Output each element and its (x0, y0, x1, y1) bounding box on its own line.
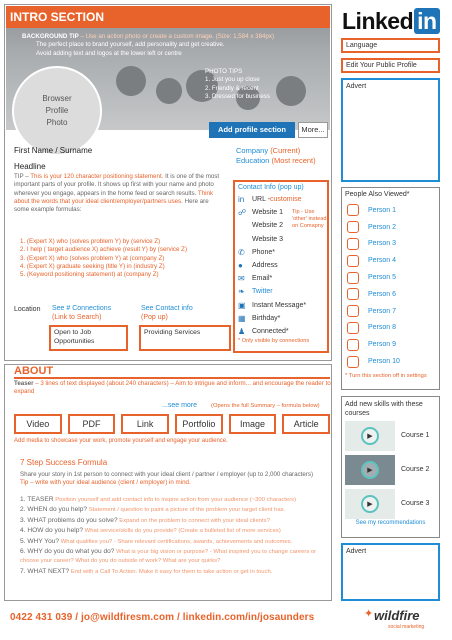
email-label: Email* (252, 275, 273, 283)
media-pdf-button[interactable]: PDF (68, 414, 116, 434)
profile-photo[interactable] (12, 66, 102, 156)
connections-link[interactable] (52, 304, 111, 322)
photo-tips-title: PHOTO TIPS (205, 68, 243, 75)
person-avatar (347, 339, 359, 351)
step-item (20, 538, 332, 547)
step-question: 6. WHY do you do what you do? (20, 548, 115, 556)
wildfire-logo: wildfire (374, 608, 420, 623)
background-tip (22, 33, 312, 58)
url-label: URL - (252, 196, 271, 204)
intro-title: INTRO SECTION (6, 6, 330, 28)
location-label: Location (14, 306, 41, 313)
skills-courses (341, 396, 440, 538)
media-image-button[interactable]: Image (229, 414, 277, 434)
see-recommendations-link[interactable]: See my recommendations (355, 520, 426, 527)
step-answer: Statement / question to paint a picture of the problem your target client has. (87, 507, 286, 514)
formula-item: 5. (Keyword positioning statement) at (company Z) (20, 271, 159, 279)
photo-label: Photo (46, 118, 68, 127)
step-item (20, 548, 332, 566)
im-label: Instant Message* (252, 301, 307, 309)
person-avatar (347, 356, 359, 368)
step-answer: Position yourself and add contact info to inspire action from your audience (~300 characters) (53, 497, 297, 503)
linkedin-icon: in (238, 195, 245, 205)
person-avatar (347, 204, 359, 216)
contact-title[interactable]: Contact Info (pop up) (238, 184, 304, 191)
person-name: Person 3 (368, 240, 397, 248)
media-article-button[interactable]: Article (282, 414, 330, 434)
url-value: customise (270, 196, 302, 204)
step-question: 1. TEASER (20, 496, 54, 503)
step-item (20, 568, 332, 577)
company-value: (Current) (270, 146, 301, 155)
person-name: Person 1 (368, 206, 397, 214)
step-answer: Expand on the problem to connect with your ideal clients? (117, 517, 270, 524)
headline-label: Headline (14, 162, 46, 171)
step-answer: What qualifies you? - Share relevant certifications, awards, achievements and outcomes. (59, 538, 293, 545)
logo-in: in (414, 8, 439, 34)
about-title: ABOUT (14, 365, 54, 377)
step-answer: What service/skills do you provide? (Create a bulleted list of more services) (83, 528, 281, 535)
photo-tips (205, 68, 305, 101)
person-name: Person 9 (368, 341, 397, 349)
education-label[interactable]: Education (236, 156, 272, 166)
website-3: Website 3 (252, 235, 283, 243)
advert-box[interactable]: Advert (341, 78, 440, 182)
profile-name: First Name / Surname (14, 146, 93, 155)
person-name: Person 8 (368, 324, 397, 332)
crowd-shape (156, 78, 182, 104)
location-pin-icon: ● (238, 261, 243, 271)
course-name: Course 1 (401, 432, 430, 440)
chat-icon: ▣ (238, 300, 246, 310)
phone-label: Phone* (252, 248, 275, 256)
play-icon: ▶ (361, 461, 379, 479)
company-label[interactable]: Company (236, 146, 271, 155)
pav-item[interactable] (345, 303, 436, 320)
twitter-label: Twitter (252, 288, 273, 296)
tip-gray-2: Here are some example formulas: (14, 198, 209, 214)
tip-orange-1: This is your 120 character positioning statement. (30, 173, 164, 180)
media-portfolio-button[interactable]: Portfolio (175, 414, 223, 434)
contact-url[interactable] (238, 193, 324, 206)
seven-step-description (20, 471, 326, 488)
formula-list (20, 238, 230, 280)
media-row (14, 414, 330, 434)
person-avatar (347, 322, 359, 334)
tip-orange-2: Think about the words that your ideal client/employer/partners uses. (14, 189, 214, 206)
step-question: 7. WHAT NEXT? (20, 567, 70, 575)
pav-item[interactable] (345, 320, 436, 337)
contact-info-text: See Contact info (141, 305, 193, 312)
seven-desc-1: Share your story in 1st person to connect with your ideal client / partner / employer (up to 2,000 characters) (20, 471, 314, 478)
add-profile-section-button[interactable]: Add profile section (209, 122, 295, 138)
connections-note: (Link to Search) (52, 314, 102, 322)
contact-im[interactable] (238, 299, 324, 312)
language-button[interactable]: Language (341, 38, 440, 53)
person-name: Person 6 (368, 290, 397, 298)
contact-info-note: (Pop up) (141, 314, 168, 322)
person-avatar (347, 255, 359, 267)
step-item (20, 506, 332, 515)
pav-item[interactable] (345, 252, 436, 269)
open-to-job-card[interactable]: Open to Job Opportunities (49, 325, 128, 351)
bg-tip-2: The perfect place to brand yourself, add personality and get creative. (36, 41, 225, 49)
person-avatar (347, 272, 359, 284)
tip-label: TIP – (14, 173, 31, 180)
contact-website[interactable] (238, 233, 324, 246)
bg-tip-label: BACKGROUND TIP (22, 33, 79, 40)
seven-step-title: 7 Step Success Formula (20, 458, 108, 467)
course-item[interactable] (345, 419, 436, 452)
pav-item[interactable] (345, 219, 436, 236)
photo-tip: 2. Friendly & recent (205, 84, 259, 92)
logo-text: Linked (342, 8, 414, 34)
step-question: 3. WHAT problems do you solve? (20, 516, 118, 524)
course-name: Course 3 (401, 500, 430, 508)
phone-icon: ✆ (238, 247, 245, 257)
step-question: 4. HOW do you help? (20, 527, 84, 535)
step-question: 2. WHEN do you help? (20, 506, 88, 514)
pav-item[interactable] (345, 353, 436, 370)
see-more-note: (Opens the full Summary – formula below) (211, 403, 320, 409)
formula-item: 1. (Expert X) who (solves problem Y) by (service Z) (20, 238, 161, 245)
contact-phone[interactable] (238, 246, 324, 259)
step-answer: What is your big vision or purpose? - What inspired you to change careers or choose your career? What do you do outside of work? What are your quirks? (20, 549, 317, 565)
teaser-text (14, 380, 332, 397)
divider (14, 377, 330, 379)
contact-note: * Only visible by connections (238, 338, 310, 345)
pav-item[interactable] (345, 269, 436, 286)
headline-tip (14, 173, 224, 215)
step-question: 5. WHY You? (20, 537, 60, 545)
connections-text: See # Connections (52, 305, 112, 312)
company-education (236, 146, 316, 166)
pav-item[interactable] (345, 202, 436, 219)
birthday-label: Birthday* (252, 314, 281, 322)
media-video-button[interactable]: Video (14, 414, 62, 434)
see-more (162, 402, 320, 409)
linkedin-logo (342, 8, 440, 35)
teaser-label: Teaser (14, 380, 34, 387)
person-avatar (347, 238, 359, 250)
pav-title: People Also Viewed* (345, 191, 410, 198)
website-1: Website 1 (252, 209, 283, 217)
step-item (20, 527, 332, 536)
education-value: (Most recent) (271, 156, 316, 166)
photo-label: Profile (45, 106, 69, 115)
contact-connected[interactable] (238, 325, 324, 338)
website-2: Website 2 (252, 222, 283, 230)
contact-twitter[interactable] (238, 285, 324, 298)
steps-list (20, 496, 332, 578)
tip-gray-1: It is one of the most important parts of your profile. It shows up first with your name and photo wherever you engage, appears in the home feed or search results. (14, 173, 220, 197)
website-tip: Tip - Use 'other' instead on Comapny (292, 209, 327, 229)
contact-info-link[interactable] (141, 304, 193, 322)
step-answer: End with a Call To Action. Make it easy for them to take action or get in touch. (69, 568, 273, 575)
pav-note: * Turn this section off in settings (345, 372, 427, 379)
wildfire-tagline: social marketing (388, 624, 425, 630)
person-name: Person 10 (368, 358, 400, 366)
formula-item: 4. (Expert X) graduate seeking (title Y) in (industry Z) (20, 263, 165, 271)
crowd-shape (116, 66, 146, 96)
play-icon: ▶ (361, 427, 379, 445)
person-avatar (347, 221, 359, 233)
course-item[interactable] (345, 487, 436, 520)
step-item (20, 496, 332, 505)
photo-tip: 1. Just you up close (205, 76, 260, 84)
seven-desc-2: Tip – write with your ideal audience (client / employer) in mind. (20, 479, 191, 487)
link-icon: ☍ (238, 208, 247, 218)
bg-tip-3: Avoid adding text and logos at the lower left or centre (36, 49, 182, 57)
address-label: Address (252, 262, 278, 270)
bg-tip-1: – Use an action photo or create a custom image. (Size: 1,584 x 384px) (78, 33, 275, 40)
twitter-icon: ❧ (238, 287, 245, 297)
calendar-icon: ▦ (238, 313, 246, 323)
pav-item[interactable] (345, 236, 436, 253)
formula-item: 3. (Expert X) who (solves problem Y) at (company Z) (20, 254, 165, 262)
media-link-button[interactable]: Link (121, 414, 169, 434)
course-name: Course 2 (401, 466, 430, 474)
footer-contact: 0422 431 039 / jo@wildfiresm.com / linkedin.com/in/josaunders (10, 612, 315, 623)
person-avatar (347, 288, 359, 300)
teaser-body: – 3 lines of text displayed (about 240 characters) – Aim to intrigue and inform... and encourage the reader to expand (14, 380, 331, 396)
photo-label: Browser (42, 94, 72, 103)
pav-item[interactable] (345, 286, 436, 303)
providing-services-card[interactable]: Providing Services (139, 325, 231, 351)
see-more-link[interactable]: ...see more (162, 402, 198, 409)
media-note: Add media to showcase your work, promote yourself and engage your audience. (14, 438, 228, 444)
person-name: Person 2 (368, 223, 397, 231)
course-item[interactable] (345, 453, 436, 486)
play-icon: ▶ (361, 495, 379, 513)
course-thumbnail (345, 489, 395, 519)
person-name: Person 7 (368, 307, 397, 315)
connected-label: Connected* (252, 327, 289, 335)
course-thumbnail (345, 421, 395, 451)
contact-birthday[interactable] (238, 312, 324, 325)
person-avatar (347, 305, 359, 317)
public-profile-button[interactable]: Edit Your Public Profile (341, 58, 440, 73)
photo-tip: 3. Dressed for business (205, 93, 270, 101)
people-also-viewed (341, 187, 440, 390)
skills-title: Add new skills with these courses (345, 401, 423, 418)
email-icon: ✉ (238, 274, 245, 284)
contact-email[interactable] (238, 272, 324, 285)
formula-item: 2. I help ( target audience X) achieve (result Y) by (service Z) (20, 246, 188, 254)
flame-icon: ✦ (364, 608, 374, 620)
advert-box[interactable]: Advert (341, 543, 440, 601)
person-name: Person 4 (368, 257, 397, 265)
more-button[interactable]: More... (298, 122, 328, 138)
contact-address[interactable] (238, 259, 324, 272)
contact-info-panel (233, 180, 329, 353)
pav-item[interactable] (345, 336, 436, 353)
course-thumbnail (345, 455, 395, 485)
person-name: Person 5 (368, 274, 397, 282)
step-item (20, 517, 332, 526)
people-icon: ♟ (238, 326, 246, 336)
